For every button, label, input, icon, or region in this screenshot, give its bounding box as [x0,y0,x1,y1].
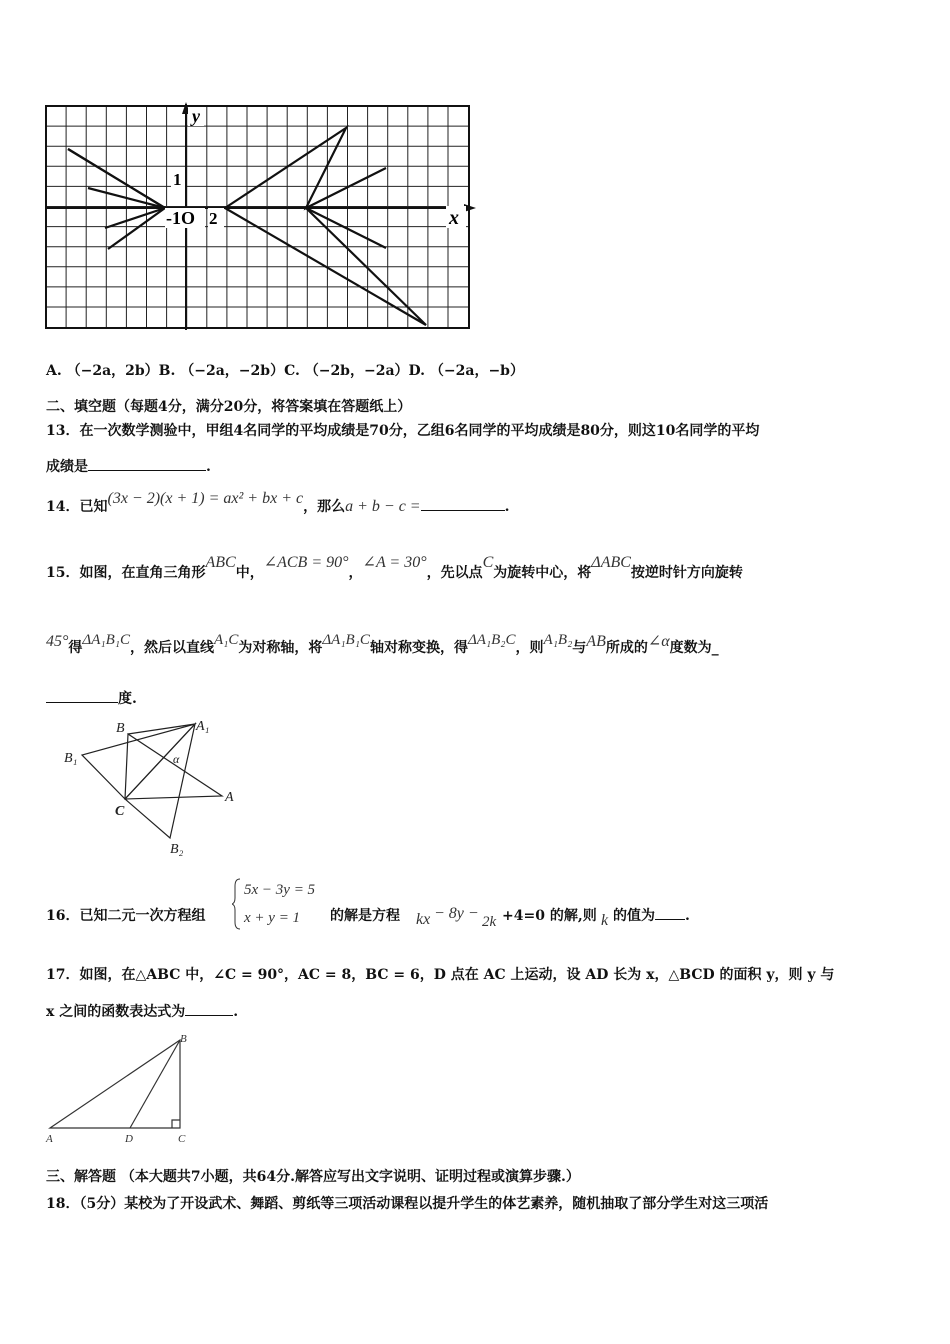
q16-suffix [613,905,690,925]
q14-equation: (3x − 2)(x + 1) = ax² + bx + c [107,490,304,507]
q15-text-4: ，先以点 [426,565,483,581]
q17-figure-lines [50,1040,180,1128]
q15-text-13: 所成的 [605,640,648,656]
q14-answer-blank[interactable] [421,496,505,511]
q16-middle: 的解是方程 [330,908,400,924]
q17-line2 [46,1001,238,1021]
q16-brace-svg [232,876,332,932]
left-arrow-upper [68,149,165,228]
fig17-label-a: A [46,1133,53,1145]
section2-title: 二、填空题（每题4分，满分20分，将答案填在答题纸上） [46,399,412,415]
q15-math-triangle-a1b1c: ΔA₁B₁C [82,632,130,648]
right-star-upper [225,128,386,208]
q15-line2 [46,632,719,657]
q16-k: k [601,912,609,929]
q17-figure-svg [40,1032,200,1148]
q15-math-a1c: A₁C [213,632,239,648]
q16-answer-blank[interactable] [655,905,685,920]
q15-line3 [46,688,137,708]
q16-prefix: 16．已知二元一次方程组 [46,908,206,924]
q14-prefix: 14．已知 [46,499,108,515]
grid-border [46,106,469,328]
q15-text-11: ，则 [515,640,544,656]
q13-line1: 13．在一次数学测验中，甲组4名同学的平均成绩是70分，乙组6名同学的平均成绩是80分，则这10名同学的平均 [46,423,760,439]
fig17-label-d: D [125,1133,133,1145]
q17-figure [40,1032,200,1152]
q16-expr-kx: kx [416,911,431,928]
q15-figure-svg [60,712,250,862]
segment-b-a1 [128,724,195,734]
left-arrow-lower [68,149,165,249]
q15-text-3: ， [348,565,363,581]
q15-math-triangle-abc: ΔABC [591,554,631,571]
q16-eq2: x + y = 1 [244,910,301,926]
triangle-abc [125,734,222,799]
fig15-label-alpha: α [173,752,180,766]
x-axis-label: x [449,207,459,229]
q15-text-9: 为对称轴，将 [238,640,323,656]
q16-brace-icon [232,879,240,929]
tick-label-two: 2 [209,209,218,228]
right-angle-mark-icon [172,1120,180,1128]
q16-eq1: 5x − 3y = 5 [244,882,316,898]
triangle-abc-right [50,1040,180,1128]
fig15-label-b1: B₁ [64,751,78,766]
q15-math-c: C [482,554,494,571]
fig17-label-c: C [178,1133,186,1145]
q15-text-12: 与 [572,640,587,656]
q13-line2 [46,456,211,476]
q16-equation-system [232,876,332,936]
q15-text-2: 中， [235,565,264,581]
q15-text-5: 为旋转中心，将 [493,565,592,581]
q15-math-angle-acb: ∠ACB = 90° [263,554,349,571]
tick-label-one: 1 [173,170,182,189]
q15-math-triangle-a1b2c: ΔA₁B₂C [467,632,516,648]
q18-line1: 18．（5分）某校为了开设武术、舞蹈、剪纸等三项活动课程以提升学生的体艺素养，随机抽取了部分学生对这三项活 [46,1196,769,1212]
q15-line1 [46,554,743,582]
grid-svg [40,100,480,340]
q15-text-8: ，然后以直线 [129,640,214,656]
right-star-mid [306,208,386,248]
q15-line3-suffix: 度. [118,691,137,707]
q13-line2-suffix: . [206,459,211,475]
q14-middle: ，那么 [303,499,346,515]
q15-text-1: 15．如图，在直角三角形 [46,565,206,581]
q14-expression: a + b − c = [345,498,421,515]
q15-answer-blank[interactable] [46,688,118,703]
q15-math-alpha: ∠α [647,633,670,650]
segment-bd [130,1040,180,1128]
q16-expr-2k: 2k [482,914,497,930]
q15-math-triangle-a1b1c-2: ΔA₁B₁C [322,632,370,648]
q15-math-45deg: 45° [46,633,69,650]
coordinate-grid-figure [40,100,480,344]
q15-text-14: 度数为_ [669,640,719,656]
triangle-a1b2c [125,724,195,838]
q17-answer-blank[interactable] [185,1001,233,1016]
q15-text-7: 得 [68,640,83,656]
fig15-label-b: B [116,721,125,736]
q16-expr-end: +4=0 的解,则 [502,908,597,924]
q15-figure-lines [82,724,222,838]
q15-math-abc: ABC [205,554,236,571]
q17-line2-suffix: . [233,1004,239,1020]
q15-figure [60,712,250,866]
y-axis-label: y [192,106,200,126]
q16-expr-8y: − 8y − [434,905,479,922]
q15-text-10: 轴对称变换，得 [369,640,468,656]
q15-math-ab: AB [586,633,606,650]
q13-line2-prefix: 成绩是 [46,459,88,475]
q14-line [46,490,510,516]
q17-line2-prefix: x 之间的函数表达式为 [46,1004,186,1020]
q15-math-a1b2: A₁B₂ [543,632,573,648]
section3-title: 三、解答题 （本大题共7小题，共64分.解答应写出文字说明、证明过程或演算步骤.） [46,1169,580,1185]
q15-math-angle-a: ∠A = 30° [362,554,427,571]
fig15-label-a1: A₁ [196,719,210,734]
fig17-label-b: B [180,1033,187,1045]
fig15-label-a: A [225,790,234,805]
origin-label: -1O [166,208,195,228]
fig15-label-b2: B₂ [170,842,184,857]
q14-suffix: . [504,499,510,515]
q12-options: A. （−2a，2b）B. （−2a，−2b）C. （−2b，−2a）D. （−2a，−b） [46,363,524,379]
q15-text-6: 按逆时针方向旋转 [630,565,743,581]
q16-suffix-text: 的值为 [613,908,655,924]
q16-end: . [685,908,690,924]
q17-line1: 17．如图，在△ABC 中，∠C = 90°，AC = 8，BC = 6，D 点在 AC 上运动，设 AD 长为 x，△BCD 的面积 y，则 y 与 [46,967,835,983]
fig15-label-c: C [115,804,125,819]
q13-answer-blank[interactable] [88,456,206,471]
